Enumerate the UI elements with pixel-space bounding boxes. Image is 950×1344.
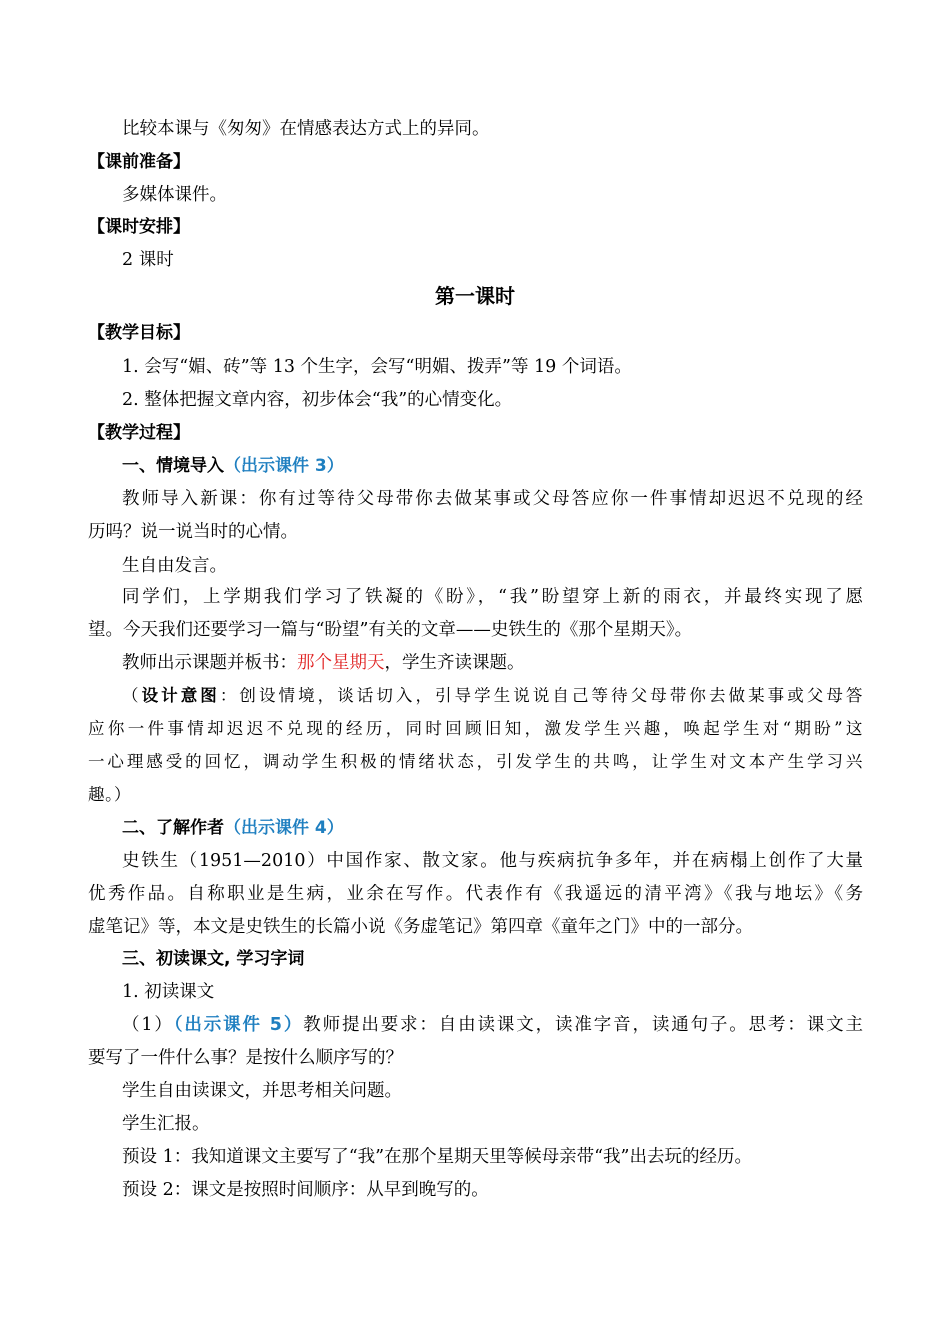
paragraph: 教师出示课题并板书：那个星期天，学生齐读课题。 bbox=[122, 653, 525, 673]
paragraph: 生自由发言。 bbox=[122, 556, 227, 576]
goal-item: 2. 整体把握文章内容，初步体会“我”的心情变化。 bbox=[122, 390, 513, 410]
paragraph: 史铁生（1951—2010）中国作家、散文家。他与疾病抗争多年，并在病榻上创作了大量 bbox=[122, 851, 863, 871]
paragraph: 历吗？说一说当时的心情。 bbox=[88, 522, 298, 542]
courseware-tag: （出示课件 5） bbox=[173, 1015, 304, 1035]
paragraph: 预设 2：课文是按照时间顺序：从早到晚写的。 bbox=[122, 1180, 489, 1200]
paragraph: 1. 初读课文 bbox=[122, 982, 215, 1002]
paragraph: 教师导入新课：你有过等待父母带你去做某事或父母答应你一件事情却迟迟不兑现的经 bbox=[122, 489, 863, 509]
section-heading-schedule: 【课时安排】 bbox=[88, 217, 190, 237]
lesson-title-highlight: 那个星期天 bbox=[297, 653, 385, 673]
page-title: 第一课时 bbox=[435, 284, 515, 308]
design-note: 应你一件事情却迟迟不兑现的经历，同时回顾旧知，激发学生兴趣，唤起学生对“期盼”这 bbox=[88, 719, 863, 738]
paragraph: 望。今天我们还要学习一篇与“盼望”有关的文章——史铁生的《那个星期天》。 bbox=[88, 620, 693, 640]
step-heading-1: 一、情境导入（出示课件 3） bbox=[122, 456, 344, 476]
paragraph: 学生汇报。 bbox=[122, 1114, 210, 1134]
paragraph: 优秀作品。自称职业是生病，业余在写作。代表作有《我遥远的清平湾》《我与地坛》《务 bbox=[88, 884, 863, 904]
step-heading-2: 二、了解作者（出示课件 4） bbox=[122, 818, 344, 838]
design-note: 一心理感受的回忆，调动学生积极的情绪状态，引发学生的共鸣，让学生对文本产生学习兴 bbox=[88, 752, 863, 771]
design-note: （设计意图：创设情境，谈话切入，引导学生说说自己等待父母带你去做某事或父母答 bbox=[122, 686, 863, 705]
paragraph: （1）（出示课件 5）教师提出要求：自由读课文，读准字音，读通句子。思考：课文主 bbox=[122, 1015, 864, 1035]
goal-item: 1. 会写“媚、砖”等 13 个生字，会写“明媚、拨弄”等 19 个词语。 bbox=[122, 357, 632, 377]
courseware-tag: （出示课件 3） bbox=[224, 456, 344, 476]
paragraph: 2 课时 bbox=[122, 250, 174, 270]
courseware-tag: （出示课件 4） bbox=[224, 818, 344, 838]
paragraph: 虚笔记》等，本文是史铁生的长篇小说《务虚笔记》第四章《童年之门》中的一部分。 bbox=[88, 917, 753, 937]
section-heading-process: 【教学过程】 bbox=[88, 423, 190, 443]
design-note: 趣。） bbox=[88, 785, 132, 804]
paragraph: 预设 1：我知道课文主要写了“我”在那个星期天里等候母亲带“我”出去玩的经历。 bbox=[122, 1147, 752, 1167]
paragraph: 比较本课与《匆匆》在情感表达方式上的异同。 bbox=[122, 119, 490, 139]
step-heading-3: 三、初读课文, 学习字词 bbox=[122, 949, 305, 969]
paragraph: 学生自由读课文，并思考相关问题。 bbox=[122, 1081, 402, 1101]
paragraph: 要写了一件什么事？是按什么顺序写的？ bbox=[88, 1048, 403, 1068]
paragraph: 多媒体课件。 bbox=[122, 185, 227, 205]
paragraph: 同学们，上学期我们学习了铁凝的《盼》，“我”盼望穿上新的雨衣，并最终实现了愿 bbox=[122, 587, 863, 607]
section-heading-goals: 【教学目标】 bbox=[88, 323, 190, 343]
section-heading-prep: 【课前准备】 bbox=[88, 152, 190, 172]
